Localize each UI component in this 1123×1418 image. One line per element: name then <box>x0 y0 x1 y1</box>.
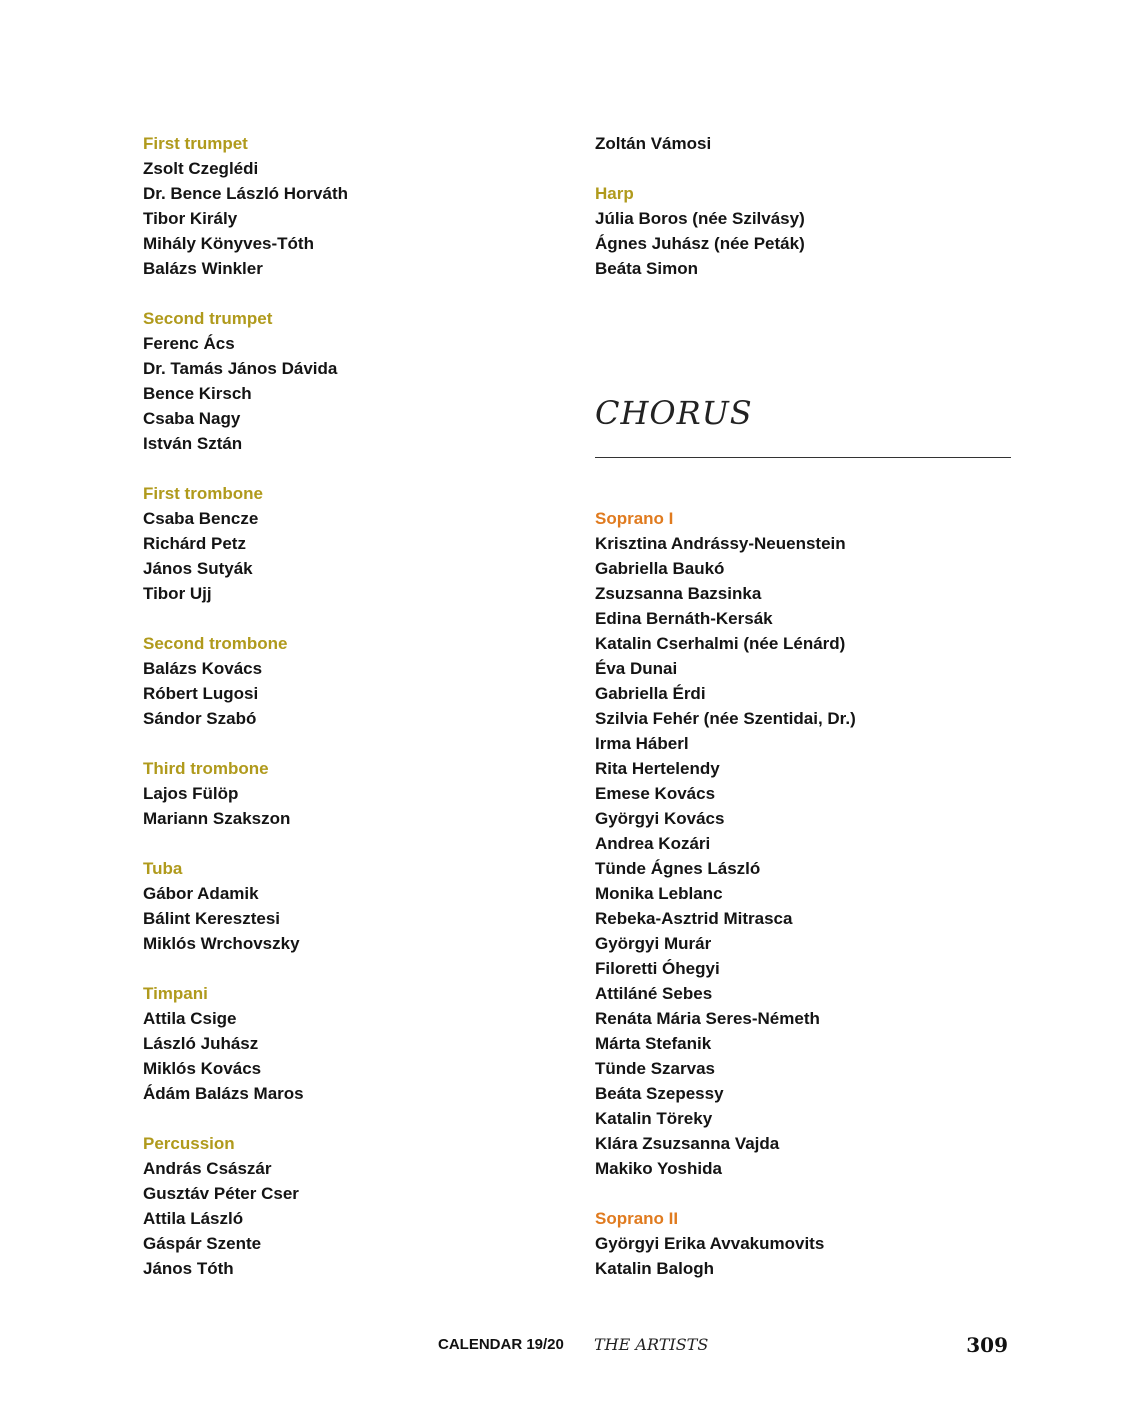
member-name: Monika Leblanc <box>595 884 723 903</box>
section-third-trombone <box>143 756 573 831</box>
member-name: Richárd Petz <box>143 534 246 553</box>
member-name: Bence Kirsch <box>143 384 252 403</box>
chorus-sections <box>595 506 1011 1281</box>
footer-calendar: CALENDAR 19/20 <box>438 1336 564 1353</box>
section-heading: First trombone <box>143 484 263 503</box>
section-heading: Soprano II <box>595 1209 679 1228</box>
section-heading: Timpani <box>143 984 208 1003</box>
member-name: Dr. Bence László Horváth <box>143 184 349 203</box>
member-name: Klára Zsuzsanna Vajda <box>595 1134 780 1153</box>
member-name: Edina Bernáth-Kersák <box>595 609 773 628</box>
member-name: Rebeka-Asztrid Mitrasca <box>595 909 793 928</box>
member-name: Balázs Kovács <box>143 659 263 678</box>
section-heading: Harp <box>595 184 634 203</box>
member-name: Attila Csige <box>143 1009 237 1028</box>
member-name: Makiko Yoshida <box>595 1159 722 1178</box>
member-name: Gábor Adamik <box>143 884 259 903</box>
member-name: Tünde Szarvas <box>595 1059 715 1078</box>
section-heading: First trumpet <box>143 134 248 153</box>
section-soprano-ii <box>595 1206 1011 1281</box>
member-name: Györgyi Murár <box>595 934 712 953</box>
member-name: Balázs Winkler <box>143 259 263 278</box>
member-name: László Juhász <box>143 1034 259 1053</box>
member-name: János Tóth <box>143 1259 234 1278</box>
member-name: Ágnes Juhász (née Peták) <box>595 234 805 253</box>
section-percussion <box>143 1131 573 1281</box>
member-name: Ádám Balázs Maros <box>143 1084 304 1103</box>
member-name: Gabriella Érdi <box>595 684 706 703</box>
section-heading: Second trombone <box>143 634 288 653</box>
member-name: Rita Hertelendy <box>595 759 720 778</box>
section-heading: Tuba <box>143 859 183 878</box>
section-heading: Percussion <box>143 1134 235 1153</box>
section-heading: Second trumpet <box>143 309 273 328</box>
member-name: Filoretti Óhegyi <box>595 959 720 978</box>
member-name: Tibor Király <box>143 209 238 228</box>
left-column <box>143 131 573 1306</box>
section-second-trombone <box>143 631 573 731</box>
member-name: Beáta Szepessy <box>595 1084 724 1103</box>
member-name: Zsuzsanna Bazsinka <box>595 584 762 603</box>
member-name: Bálint Keresztesi <box>143 909 280 928</box>
member-name: Irma Háberl <box>595 734 689 753</box>
member-name: Györgyi Kovács <box>595 809 725 828</box>
member-name: Tünde Ágnes László <box>595 859 761 878</box>
member-name: Lajos Fülöp <box>143 784 239 803</box>
member-name: Sándor Szabó <box>143 709 257 728</box>
member-name: Zoltán Vámosi <box>595 134 712 153</box>
member-name: Attila László <box>143 1209 244 1228</box>
member-name: Szilvia Fehér (née Szentidai, Dr.) <box>595 709 856 728</box>
member-name: András Császár <box>143 1159 272 1178</box>
member-name: Katalin Balogh <box>595 1259 715 1278</box>
member-name: Mihály Könyves-Tóth <box>143 234 314 253</box>
section-continued <box>595 131 1025 156</box>
member-name: János Sutyák <box>143 559 253 578</box>
member-name: Renáta Mária Seres-Németh <box>595 1009 820 1028</box>
section-tuba <box>143 856 573 956</box>
member-name: Róbert Lugosi <box>143 684 259 703</box>
member-name: Ferenc Ács <box>143 334 235 353</box>
page-number: 309 <box>966 1333 1008 1357</box>
member-name: Zsolt Czeglédi <box>143 159 259 178</box>
member-name: Gáspár Szente <box>143 1234 262 1253</box>
member-name: Éva Dunai <box>595 659 678 678</box>
member-name: Katalin Töreky <box>595 1109 713 1128</box>
member-name: Andrea Kozári <box>595 834 711 853</box>
member-name: Tibor Ujj <box>143 584 212 603</box>
member-name: Emese Kovács <box>595 784 716 803</box>
member-name: Attiláné Sebes <box>595 984 713 1003</box>
member-name: Gusztáv Péter Cser <box>143 1184 299 1203</box>
member-name: István Sztán <box>143 434 243 453</box>
section-first-trombone <box>143 481 573 606</box>
chorus-block <box>595 393 1011 1306</box>
member-name: Csaba Bencze <box>143 509 259 528</box>
chorus-title: CHORUS <box>595 394 753 432</box>
chorus-divider <box>595 457 1011 458</box>
section-soprano-i <box>595 506 1011 1181</box>
member-name: Miklós Wrchovszky <box>143 934 300 953</box>
section-heading: Soprano I <box>595 509 674 528</box>
member-name: Csaba Nagy <box>143 409 241 428</box>
member-name: Júlia Boros (née Szilvásy) <box>595 209 805 228</box>
member-name: Beáta Simon <box>595 259 698 278</box>
member-name: Márta Stefanik <box>595 1034 712 1053</box>
member-name: Mariann Szakszon <box>143 809 291 828</box>
member-name: Györgyi Erika Avvakumovits <box>595 1234 825 1253</box>
section-harp <box>595 181 1025 281</box>
member-name: Miklós Kovács <box>143 1059 262 1078</box>
member-name: Gabriella Baukó <box>595 559 725 578</box>
section-heading: Third trombone <box>143 759 269 778</box>
member-name: Katalin Cserhalmi (née Lénárd) <box>595 634 846 653</box>
section-timpani <box>143 981 573 1106</box>
section-first-trumpet <box>143 131 573 281</box>
right-column-top <box>595 131 1025 306</box>
member-name: Dr. Tamás János Dávida <box>143 359 338 378</box>
member-name: Krisztina Andrássy-Neuenstein <box>595 534 846 553</box>
section-second-trumpet <box>143 306 573 456</box>
footer-section-title: THE ARTISTS <box>594 1335 709 1354</box>
